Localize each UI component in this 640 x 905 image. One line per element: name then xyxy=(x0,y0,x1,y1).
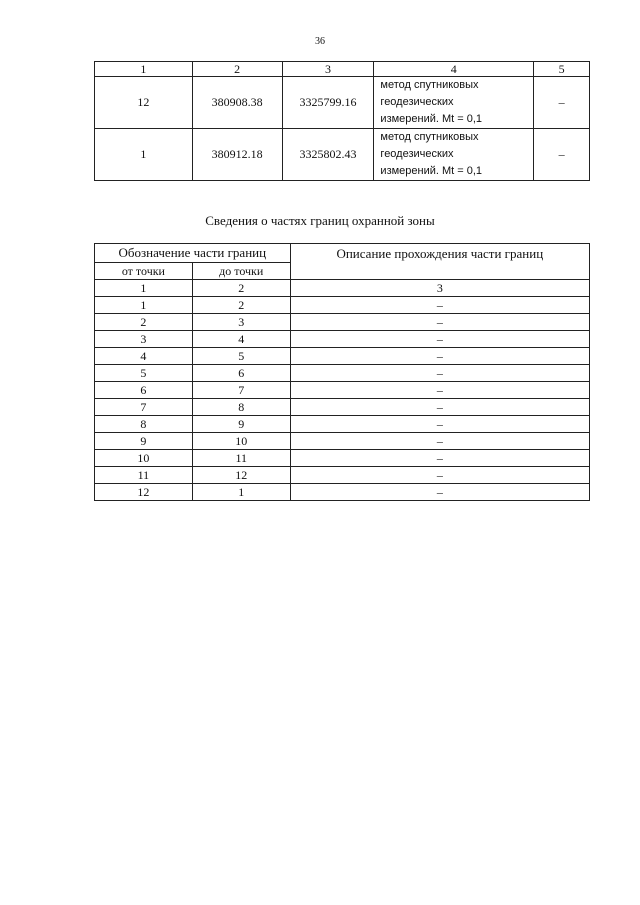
boundary-parts-table xyxy=(94,243,590,501)
table-row xyxy=(95,416,590,433)
from-point-header: от точки xyxy=(95,263,193,280)
column-number: 3 xyxy=(282,62,374,77)
from-point-cell: 9 xyxy=(95,433,193,450)
to-point-cell: 5 xyxy=(192,348,290,365)
to-point-cell: 4 xyxy=(192,331,290,348)
description-cell: – xyxy=(290,331,589,348)
to-point-cell: 11 xyxy=(192,450,290,467)
description-cell: – xyxy=(290,450,589,467)
table-row xyxy=(95,382,590,399)
column-number: 4 xyxy=(374,62,534,77)
description-cell: – xyxy=(290,297,589,314)
column-number: 2 xyxy=(192,62,282,77)
description-cell: – xyxy=(290,382,589,399)
column-number: 1 xyxy=(95,62,193,77)
point-cell: 12 xyxy=(95,77,193,129)
description-cell: – xyxy=(290,314,589,331)
table-row xyxy=(95,450,590,467)
to-point-cell: 9 xyxy=(192,416,290,433)
description-cell: – xyxy=(290,348,589,365)
from-point-cell: 1 xyxy=(95,297,193,314)
from-point-cell: 12 xyxy=(95,484,193,501)
description-cell: – xyxy=(290,399,589,416)
method-cell: метод спутниковых геодезических измерений. Mt = 0,1 xyxy=(374,129,534,181)
x-coordinate-cell: 380908.38 xyxy=(192,77,282,129)
parts-header-row xyxy=(95,244,590,263)
table-row xyxy=(95,297,590,314)
to-point-cell: 6 xyxy=(192,365,290,382)
from-point-cell: 5 xyxy=(95,365,193,382)
description-header: Описание прохождения части границ xyxy=(290,244,589,280)
from-point-cell: 4 xyxy=(95,348,193,365)
description-cell: – xyxy=(290,433,589,450)
table-row xyxy=(95,484,590,501)
to-point-cell: 12 xyxy=(192,467,290,484)
y-coordinate-cell: 3325802.43 xyxy=(282,129,374,181)
table-row xyxy=(95,467,590,484)
parts-number-row xyxy=(95,280,590,297)
description-cell: – xyxy=(290,416,589,433)
to-point-header: до точки xyxy=(192,263,290,280)
coordinates-table xyxy=(94,61,590,181)
to-point-cell: 3 xyxy=(192,314,290,331)
table-row xyxy=(95,129,590,181)
point-cell: 1 xyxy=(95,129,193,181)
table-row xyxy=(95,433,590,450)
from-point-cell: 11 xyxy=(95,467,193,484)
section-title: Сведения о частях границ охранной зоны xyxy=(205,213,435,228)
from-point-cell: 7 xyxy=(95,399,193,416)
from-point-cell: 3 xyxy=(95,331,193,348)
table-row xyxy=(95,348,590,365)
column-number: 5 xyxy=(534,62,590,77)
column-number: 1 xyxy=(95,280,193,297)
to-point-cell: 2 xyxy=(192,297,290,314)
to-point-cell: 10 xyxy=(192,433,290,450)
table-row xyxy=(95,77,590,129)
table-row xyxy=(95,314,590,331)
page-number: 36 xyxy=(315,36,325,47)
from-point-cell: 2 xyxy=(95,314,193,331)
column-number: 3 xyxy=(290,280,589,297)
method-cell: метод спутниковых геодезических измерений. Mt = 0,1 xyxy=(374,77,534,129)
description-cell: – xyxy=(290,467,589,484)
description-cell: – xyxy=(290,484,589,501)
to-point-cell: 7 xyxy=(192,382,290,399)
from-point-cell: 10 xyxy=(95,450,193,467)
column-number: 2 xyxy=(192,280,290,297)
table-row xyxy=(95,365,590,382)
note-cell: – xyxy=(534,77,590,129)
group-header: Обозначение части границ xyxy=(95,244,291,263)
table-row xyxy=(95,331,590,348)
note-cell: – xyxy=(534,129,590,181)
table-row xyxy=(95,399,590,416)
description-cell: – xyxy=(290,365,589,382)
from-point-cell: 6 xyxy=(95,382,193,399)
from-point-cell: 8 xyxy=(95,416,193,433)
coordinates-header-row xyxy=(95,62,590,77)
to-point-cell: 1 xyxy=(192,484,290,501)
y-coordinate-cell: 3325799.16 xyxy=(282,77,374,129)
to-point-cell: 8 xyxy=(192,399,290,416)
x-coordinate-cell: 380912.18 xyxy=(192,129,282,181)
